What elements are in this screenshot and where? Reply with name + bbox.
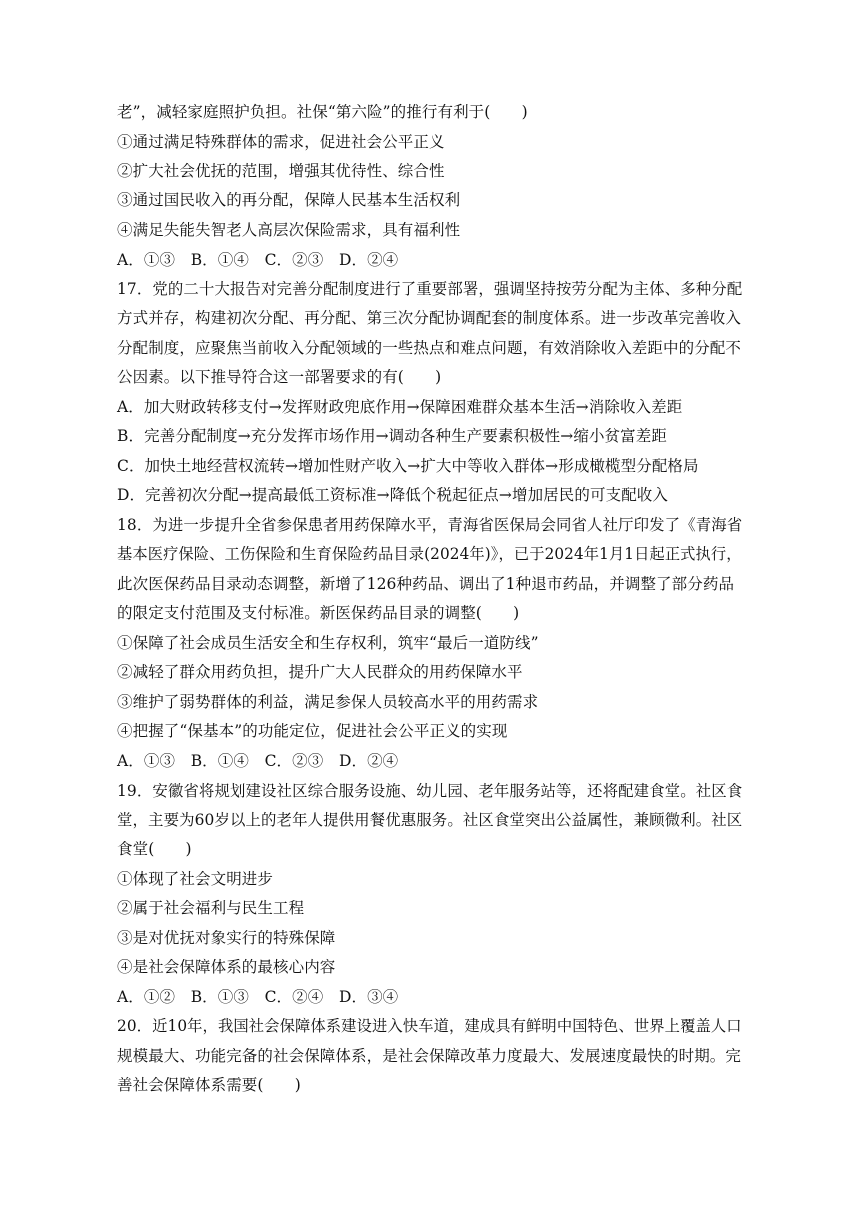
text-line: 公因素。以下推导符合这一部署要求的有( ) — [117, 368, 442, 386]
text-line: 基本医疗保险、工伤保险和生育保险药品目录(2024年)》，已于2024年1月1日起正式执行， — [117, 545, 742, 563]
text-line: ③是对优抚对象实行的特殊保障 — [117, 929, 336, 947]
text-line: B．完善分配制度→充分发挥市场作用→调动各种生产要素积极性→缩小贫富差距 — [117, 427, 667, 445]
text-line: ④满足失能失智老人高层次保险需求，具有福利性 — [117, 221, 461, 239]
text-line: 19．安徽省将规划建设社区综合服务设施、幼儿园、老年服务站等，还将配建食堂。社区食 — [117, 782, 743, 800]
text-line: ④把握了“保基本”的功能定位，促进社会公平正义的实现 — [117, 722, 508, 740]
text-line: 17．党的二十大报告对完善分配制度进行了重要部署，强调坚持按劳分配为主体、多种分配 — [117, 280, 743, 298]
text-line: 食堂( ) — [117, 840, 192, 858]
text-line: ②减轻了群众用药负担，提升广大人民群众的用药保障水平 — [117, 663, 523, 681]
text-line: ①通过满足特殊群体的需求，促进社会公平正义 — [117, 133, 445, 151]
text-line: ④是社会保障体系的最核心内容 — [117, 958, 336, 976]
text-line: D．完善初次分配→提高最低工资标准→降低个税起征点→增加居民的可支配收入 — [117, 486, 668, 504]
text-line: A．①③ B．①④ C．②③ D．②④ — [117, 251, 399, 269]
text-line: A．①③ B．①④ C．②③ D．②④ — [117, 752, 399, 770]
text-line: 方式并存，构建初次分配、再分配、第三次分配协调配套的制度体系。进一步改革完善收入 — [117, 309, 742, 327]
text-line: A．①② B．①③ C．②④ D．③④ — [117, 988, 399, 1006]
text-line: 分配制度，应聚焦当前收入分配领域的一些热点和难点问题，有效消除收入差距中的分配不 — [117, 339, 742, 357]
text-line: 善社会保障体系需要( ) — [117, 1076, 301, 1094]
text-line: 老”，减轻家庭照护负担。社保“第六险”的推行有利于( ) — [117, 103, 528, 121]
text-line: 堂，主要为60岁以上的老年人提供用餐优惠服务。社区食堂突出公益属性，兼顾微利。社区 — [117, 811, 743, 829]
text-line: 18．为进一步提升全省参保患者用药保障水平，青海省医保局会同省人社厅印发了《青海省 — [117, 516, 743, 534]
text-line: ②扩大社会优抚的范围，增强其优待性、综合性 — [117, 162, 445, 180]
text-line: ③通过国民收入的再分配，保障人民基本生活权利 — [117, 191, 461, 209]
text-line: ①保障了社会成员生活安全和生存权利，筑牢“最后一道防线” — [117, 634, 539, 652]
text-line: 规模最大、功能完备的社会保障体系，是社会保障改革力度最大、发展速度最快的时期。完 — [117, 1047, 742, 1065]
text-line: ③维护了弱势群体的利益，满足参保人员较高水平的用药需求 — [117, 693, 539, 711]
text-line: ②属于社会福利与民生工程 — [117, 899, 305, 917]
text-line: ①体现了社会文明进步 — [117, 870, 274, 888]
text-line: 此次医保药品目录动态调整，新增了126种药品、调出了1种退市药品，并调整了部分药品 — [117, 575, 735, 593]
text-line: A．加大财政转移支付→发挥财政兜底作用→保障困难群众基本生活→消除收入差距 — [117, 398, 683, 416]
text-line: 的限定支付范围及支付标准。新医保药品目录的调整( ) — [117, 604, 520, 622]
text-line: C．加快土地经营权流转→增加性财产收入→扩大中等收入群体→形成橄榄型分配格局 — [117, 457, 699, 475]
text-line: 20．近10年，我国社会保障体系建设进入快车道，建成具有鲜明中国特色、世界上覆盖人口 — [117, 1017, 742, 1035]
